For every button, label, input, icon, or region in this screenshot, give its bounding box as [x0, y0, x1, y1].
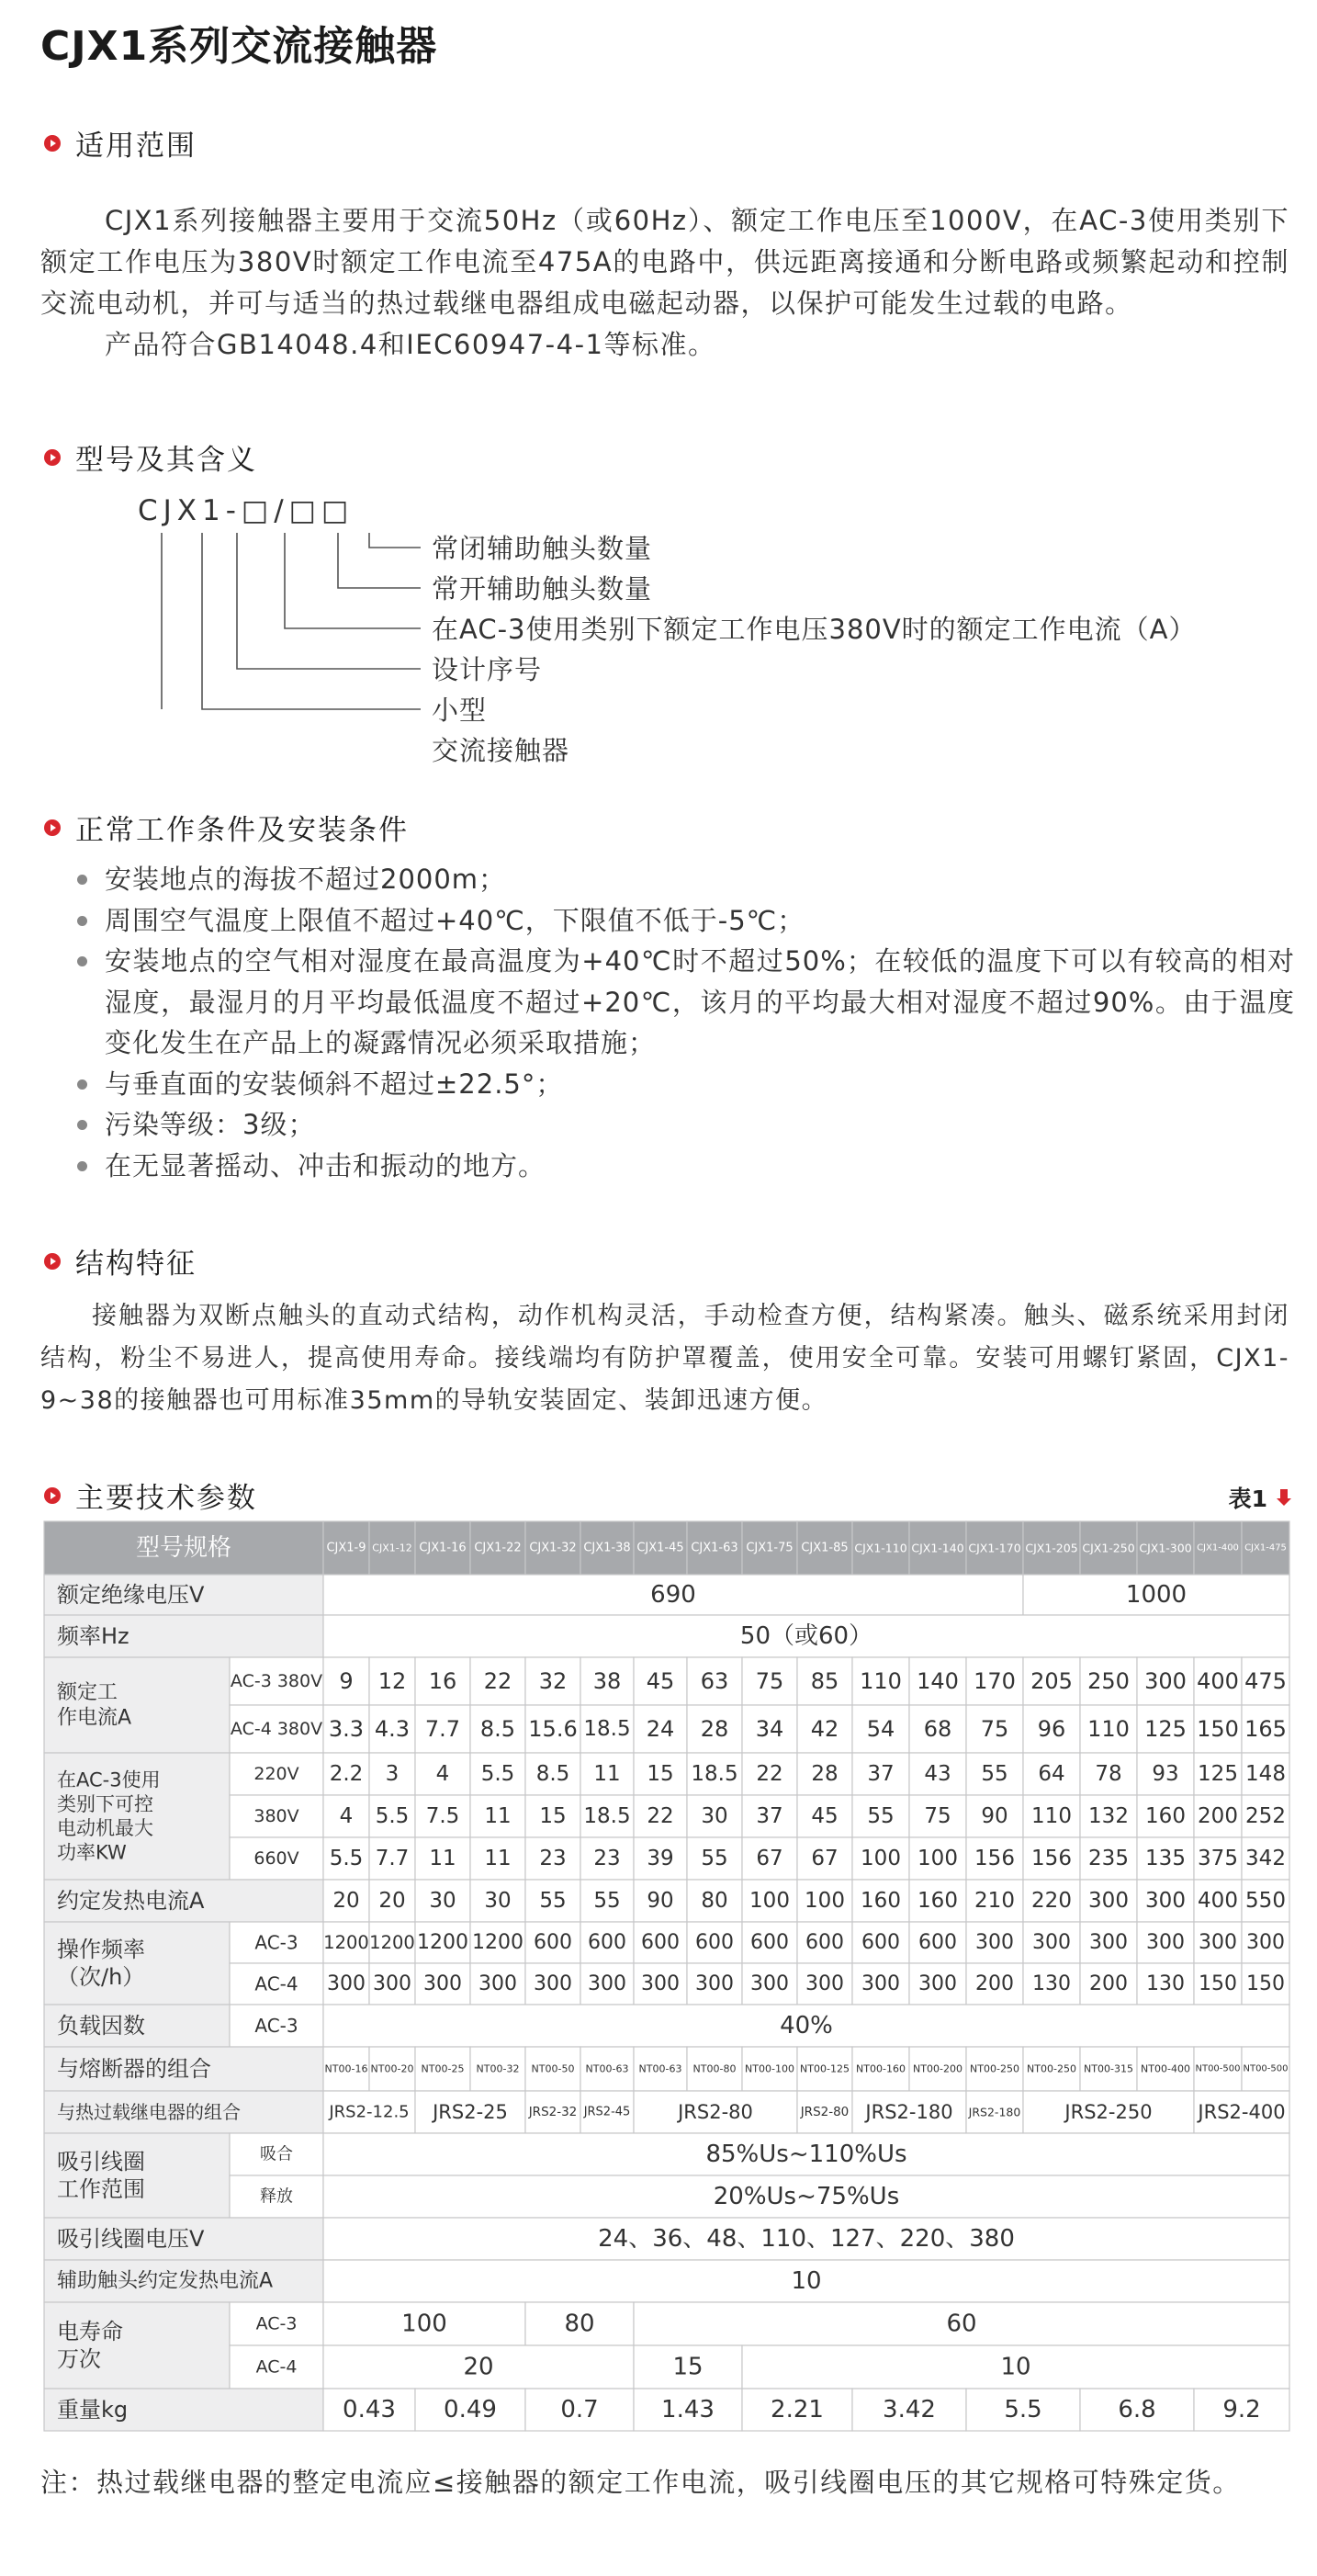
op-frequency-value: 300 [373, 1972, 411, 1995]
power-value: 37 [756, 1804, 783, 1828]
power-value: 7.5 [425, 1804, 460, 1828]
power-value: 55 [981, 1762, 1008, 1786]
section-title: 结构特征 [75, 1248, 197, 1281]
thermal-current-value: 20 [332, 1889, 360, 1913]
table-header-label: 型号规格 [135, 1534, 232, 1562]
fuse-value: NT00-315 [1084, 2062, 1133, 2075]
current-value: 28 [700, 1716, 729, 1742]
fuse-value: NT00-160 [856, 2062, 906, 2075]
model-header: CJX1-38 [583, 1541, 631, 1555]
row-sub-label: AC-4 380V [230, 1719, 323, 1739]
power-value: 55 [867, 1804, 895, 1828]
fuse-value: NT00-500 [1195, 2063, 1241, 2074]
insulation-value: 690 [650, 1581, 696, 1609]
thermal-current-value: 100 [749, 1889, 790, 1913]
load-factor-value: 40% [780, 2012, 833, 2039]
current-value: 8.5 [479, 1716, 516, 1742]
weight-value: 1.43 [661, 2396, 715, 2423]
thermal-current-value: 300 [1145, 1889, 1186, 1913]
current-value: 54 [866, 1716, 895, 1742]
current-value: 12 [377, 1668, 407, 1694]
section-title: 型号及其含义 [75, 444, 257, 477]
condition-item: 安装地点的海拔不超过2000m； [73, 859, 1295, 900]
model-header: CJX1-250 [1082, 1541, 1135, 1555]
current-value: 75 [980, 1716, 1009, 1742]
fuse-value: NT00-20 [370, 2062, 414, 2075]
power-value: 156 [974, 1847, 1015, 1870]
row-sub-label: AC-3 [255, 2313, 298, 2334]
life-value: 15 [672, 2353, 704, 2381]
scope-paragraph: CJX1系列接触器主要用于交流50Hz（或60Hz）、额定工作电压至1000V，在AC-3使用类别下额定工作电压为380V时额定工作电流至475A的电路中，供远距离接通和分断电路或频繁起动和控制交流电动机，并可与适当的热过载继电器组成电磁起动器，以保护可能发生过载的电路。 [40, 205, 1289, 319]
thermal-current-value: 100 [805, 1889, 845, 1913]
power-value: 37 [867, 1762, 895, 1786]
power-value: 8.5 [535, 1762, 570, 1786]
insulation-value: 1000 [1125, 1581, 1188, 1609]
row-label: 与热过载继电器的组合 [57, 2101, 241, 2123]
op-frequency-value: 130 [1032, 1972, 1071, 1995]
power-value: 15 [539, 1804, 567, 1828]
row-label: 辅助触头约定发热电流A [57, 2269, 274, 2293]
power-value: 90 [981, 1804, 1008, 1828]
row-label: （次/h） [57, 1964, 145, 1990]
op-frequency-value: 300 [975, 1931, 1014, 1954]
relay-value: JRS2-80 [800, 2105, 850, 2119]
power-value: 11 [593, 1762, 621, 1786]
row-sub-label: 660V [253, 1848, 299, 1869]
condition-item: 与垂直面的安装倾斜不超过±22.5°； [73, 1064, 1295, 1105]
op-frequency-value: 300 [1146, 1931, 1185, 1954]
op-frequency-value: 200 [975, 1972, 1014, 1995]
thermal-current-value: 210 [974, 1889, 1015, 1913]
power-value: 93 [1152, 1762, 1179, 1786]
power-value: 2.2 [329, 1762, 364, 1786]
current-value: 32 [538, 1668, 568, 1694]
row-label: 与熔断器的组合 [57, 2056, 211, 2082]
model-header: CJX1-85 [801, 1541, 849, 1555]
op-frequency-value: 600 [534, 1931, 572, 1954]
power-value: 135 [1145, 1847, 1186, 1870]
row-label: 频率Hz [57, 1623, 129, 1649]
current-value: 4.3 [374, 1716, 411, 1742]
op-frequency-value: 600 [695, 1931, 734, 1954]
current-value: 24 [646, 1716, 675, 1742]
op-frequency-value: 300 [588, 1972, 626, 1995]
thermal-current-value: 30 [484, 1889, 512, 1913]
fuse-value: NT00-50 [531, 2062, 575, 2075]
op-frequency-value: 600 [918, 1931, 957, 1954]
op-frequency-value: 600 [750, 1931, 789, 1954]
model-header: CJX1-75 [746, 1541, 794, 1555]
current-value: 205 [1030, 1668, 1073, 1694]
row-sub-label: 220V [253, 1764, 299, 1784]
power-value: 3 [385, 1762, 400, 1786]
condition-item: 污染等级：3级； [73, 1104, 1295, 1146]
power-value: 39 [647, 1847, 674, 1870]
relay-value: JRS2-12.5 [329, 2102, 410, 2122]
fuse-value: NT00-250 [970, 2062, 1019, 2075]
row-sub-label: 释放 [260, 2186, 293, 2207]
model-header: CJX1-400 [1197, 1542, 1239, 1554]
relay-value: JRS2-250 [1064, 2101, 1153, 2123]
power-value: 15 [647, 1762, 674, 1786]
weight-value: 6.8 [1118, 2396, 1156, 2423]
op-frequency-value: 300 [641, 1972, 680, 1995]
power-value: 110 [1031, 1804, 1072, 1828]
row-label: 操作频率 [57, 1937, 145, 1962]
power-value: 67 [756, 1847, 783, 1870]
fuse-value: NT00-16 [324, 2062, 368, 2075]
power-value: 18.5 [691, 1762, 738, 1786]
relay-value: JRS2-45 [583, 2105, 631, 2119]
table-label-text: 表1 [1228, 1486, 1267, 1512]
model-header: CJX1-475 [1244, 1542, 1287, 1554]
row-label: 额定工 [57, 1680, 118, 1704]
life-value: 10 [1000, 2353, 1031, 2381]
model-header: CJX1-12 [372, 1542, 412, 1554]
current-value: 150 [1197, 1716, 1239, 1742]
thermal-current-value: 160 [861, 1889, 901, 1913]
op-frequency-value: 300 [695, 1972, 734, 1995]
thermal-current-value: 90 [647, 1889, 674, 1913]
model-header: CJX1-110 [854, 1541, 907, 1555]
model-meaning-item: 设计序号 [432, 654, 543, 685]
row-sub-label: AC-3 [254, 1931, 298, 1954]
power-value: 23 [593, 1847, 621, 1870]
op-frequency-value: 600 [588, 1931, 626, 1954]
fuse-value: NT00-200 [913, 2062, 962, 2075]
op-frequency-value: 300 [423, 1972, 462, 1995]
fuse-value: NT00-250 [1027, 2062, 1076, 2075]
fuse-value: NT00-63 [638, 2062, 682, 2075]
power-value: 5.5 [480, 1762, 515, 1786]
fuse-value: NT00-80 [692, 2062, 737, 2075]
model-header: CJX1-140 [911, 1541, 964, 1555]
power-value: 156 [1031, 1847, 1072, 1870]
life-value: 100 [401, 2310, 447, 2338]
current-value: 400 [1197, 1668, 1239, 1694]
power-value: 100 [861, 1847, 901, 1870]
weight-value: 0.49 [444, 2396, 497, 2423]
model-header: CJX1-205 [1025, 1541, 1078, 1555]
power-value: 252 [1245, 1804, 1286, 1828]
weight-value: 0.7 [560, 2396, 599, 2423]
row-label: 约定发热电流A [57, 1888, 205, 1914]
row-label-cell [44, 2302, 230, 2389]
op-frequency-value: 1200 [323, 1932, 369, 1953]
fuse-value: NT00-32 [476, 2062, 520, 2075]
section-title: 正常工作条件及安装条件 [75, 814, 409, 847]
power-value: 148 [1245, 1762, 1286, 1786]
model-header: CJX1-63 [691, 1541, 738, 1555]
thermal-current-value: 400 [1198, 1889, 1238, 1913]
current-value: 7.7 [424, 1716, 461, 1742]
current-value: 68 [923, 1716, 952, 1742]
power-value: 22 [756, 1762, 783, 1786]
current-value: 22 [483, 1668, 512, 1694]
fuse-value: NT00-500 [1243, 2063, 1289, 2074]
current-value: 18.5 [583, 1717, 631, 1741]
row-label: 功率KW [57, 1841, 127, 1864]
row-sub-label: AC-4 [255, 2356, 298, 2378]
row-sub-label: 380V [253, 1806, 299, 1826]
power-value: 235 [1088, 1847, 1129, 1870]
row-label: 电动机最大 [57, 1817, 153, 1840]
current-value: 45 [646, 1668, 675, 1694]
row-label-cell [44, 1922, 230, 2005]
op-frequency-value: 300 [1089, 1931, 1128, 1954]
model-meaning-item: 交流接触器 [432, 735, 570, 766]
power-value: 75 [924, 1804, 951, 1828]
model-meaning-item: 小型 [432, 695, 488, 726]
current-value: 34 [755, 1716, 784, 1742]
row-sub-label: 吸合 [260, 2144, 293, 2164]
power-value: 5.5 [375, 1804, 410, 1828]
op-frequency-value: 300 [918, 1972, 957, 1995]
relay-value: JRS2-25 [433, 2101, 508, 2123]
power-value: 43 [924, 1762, 951, 1786]
current-value: 16 [428, 1668, 457, 1694]
coil-range-value: 85%Us~110%Us [705, 2141, 907, 2168]
op-frequency-value: 300 [327, 1972, 366, 1995]
relay-value: JRS2-32 [528, 2105, 578, 2119]
power-value: 18.5 [583, 1804, 631, 1828]
current-value: 140 [917, 1668, 959, 1694]
relay-value: JRS2-180 [968, 2105, 1021, 2119]
op-frequency-value: 150 [1199, 1972, 1237, 1995]
current-value: 110 [1087, 1716, 1130, 1742]
row-label: 重量kg [57, 2397, 129, 2423]
model-header: CJX1-32 [529, 1541, 577, 1555]
power-value: 30 [701, 1804, 728, 1828]
row-label-cell [44, 1657, 230, 1753]
fuse-value: NT00-400 [1141, 2062, 1190, 2075]
current-value: 300 [1144, 1668, 1187, 1694]
power-value: 23 [539, 1847, 567, 1870]
current-value: 42 [810, 1716, 839, 1742]
row-label: 万次 [57, 2346, 101, 2372]
life-value: 60 [946, 2310, 977, 2338]
power-value: 67 [811, 1847, 839, 1870]
model-header: CJX1-16 [419, 1541, 467, 1555]
current-value: 38 [592, 1668, 622, 1694]
aux-current-value: 10 [791, 2267, 822, 2295]
model-code: CJX1-□/□□ [138, 494, 355, 527]
row-label: 电寿命 [57, 2319, 123, 2344]
relay-value: JRS2-400 [1198, 2101, 1286, 2123]
current-value: 170 [974, 1668, 1016, 1694]
life-value: 20 [463, 2353, 494, 2381]
fuse-value: NT00-100 [745, 2062, 794, 2075]
power-value: 11 [484, 1804, 512, 1828]
thermal-current-value: 80 [701, 1889, 728, 1913]
model-header: CJX1-9 [326, 1541, 366, 1555]
power-value: 4 [435, 1762, 450, 1786]
weight-value: 2.21 [771, 2396, 824, 2423]
op-frequency-value: 130 [1146, 1972, 1185, 1995]
fuse-value: NT00-125 [800, 2062, 850, 2075]
fuse-value: NT00-63 [585, 2062, 629, 2075]
op-frequency-value: 300 [478, 1972, 517, 1995]
op-frequency-value: 300 [805, 1972, 844, 1995]
weight-value: 3.42 [883, 2396, 936, 2423]
fuse-value: NT00-25 [421, 2062, 465, 2075]
row-label: 吸引线圈电压V [57, 2226, 205, 2252]
current-value: 9 [339, 1668, 354, 1694]
power-value: 4 [339, 1804, 354, 1828]
row-sub-label: AC-3 380V [230, 1671, 323, 1691]
row-sub-label: AC-4 [254, 1972, 298, 1995]
thermal-current-value: 300 [1088, 1889, 1129, 1913]
coil-voltage-value: 24、36、48、110、127、220、380 [598, 2225, 1015, 2253]
op-frequency-value: 300 [534, 1972, 572, 1995]
row-label: 额定绝缘电压V [57, 1582, 205, 1608]
current-value: 125 [1144, 1716, 1187, 1742]
section-title: 主要技术参数 [75, 1482, 257, 1515]
row-label: 在AC-3使用 [57, 1768, 161, 1791]
current-value: 63 [700, 1668, 729, 1694]
power-value: 375 [1198, 1847, 1238, 1870]
current-value: 250 [1087, 1668, 1130, 1694]
op-frequency-value: 300 [1246, 1931, 1285, 1954]
thermal-current-value: 55 [539, 1889, 567, 1913]
power-value: 64 [1038, 1762, 1065, 1786]
power-value: 22 [647, 1804, 674, 1828]
op-frequency-value: 600 [805, 1931, 844, 1954]
power-value: 45 [811, 1804, 839, 1828]
thermal-current-value: 220 [1031, 1889, 1072, 1913]
op-frequency-value: 150 [1246, 1972, 1285, 1995]
op-frequency-value: 300 [861, 1972, 900, 1995]
relay-value: JRS2-180 [865, 2101, 953, 2123]
structure-paragraph: 接触器为双断点触头的直动式结构，动作机构灵活，手动检查方便，结构紧凑。触头、磁系统采用封闭结构，粉尘不易进人，提高使用寿命。接线端均有防护罩覆盖，使用安全可靠。安装可用螺钉紧固，CJX1-9~38的接触器也可用标准35mm的导轨安装固定、装卸迅速方便。 [40, 1302, 1289, 1415]
power-value: 11 [429, 1847, 456, 1870]
current-value: 75 [755, 1668, 784, 1694]
weight-value: 5.5 [1004, 2396, 1042, 2423]
row-label: 类别下可控 [57, 1792, 153, 1815]
op-frequency-value: 600 [641, 1931, 680, 1954]
op-frequency-value: 1200 [369, 1932, 415, 1953]
op-frequency-value: 1200 [417, 1931, 468, 1954]
page-title: CJX1系列交流接触器 [40, 23, 438, 70]
current-value: 475 [1244, 1668, 1287, 1694]
relay-value: JRS2-80 [678, 2101, 753, 2123]
current-value: 110 [860, 1668, 902, 1694]
row-label: 负载因数 [57, 2013, 145, 2039]
power-value: 28 [811, 1762, 839, 1786]
power-value: 125 [1198, 1762, 1238, 1786]
model-header: CJX1-45 [636, 1541, 684, 1555]
power-value: 5.5 [329, 1847, 364, 1870]
condition-item: 在无显著摇动、冲击和振动的地方。 [73, 1146, 1295, 1187]
op-frequency-value: 200 [1089, 1972, 1128, 1995]
current-value: 96 [1037, 1716, 1066, 1742]
thermal-current-value: 20 [378, 1889, 406, 1913]
current-value: 15.6 [528, 1716, 578, 1742]
power-value: 55 [701, 1847, 728, 1870]
condition-item: 周围空气温度上限值不超过+40℃，下限值不低于-5℃； [73, 900, 1295, 942]
thermal-current-value: 550 [1245, 1889, 1286, 1913]
model-header: CJX1-170 [968, 1541, 1021, 1555]
op-frequency-value: 600 [861, 1931, 900, 1954]
power-value: 100 [917, 1847, 958, 1870]
thermal-current-value: 30 [429, 1889, 456, 1913]
op-frequency-value: 300 [1199, 1931, 1237, 1954]
life-value: 80 [564, 2310, 595, 2338]
power-value: 160 [1145, 1804, 1186, 1828]
current-value: 85 [810, 1668, 839, 1694]
coil-range-value: 20%Us~75%Us [713, 2183, 900, 2210]
weight-value: 9.2 [1222, 2396, 1261, 2423]
model-meaning-item: 常闭辅助触头数量 [432, 533, 653, 564]
model-header: CJX1-22 [474, 1541, 522, 1555]
power-value: 78 [1095, 1762, 1122, 1786]
power-value: 132 [1088, 1804, 1129, 1828]
row-label: 工作范围 [57, 2176, 145, 2202]
op-frequency-value: 1200 [472, 1931, 523, 1954]
power-value: 342 [1245, 1847, 1286, 1870]
power-value: 200 [1198, 1804, 1238, 1828]
row-sub-label: AC-3 [254, 2015, 298, 2037]
frequency-value: 50（或60） [739, 1622, 873, 1650]
weight-value: 0.43 [343, 2396, 396, 2423]
current-value: 165 [1244, 1716, 1287, 1742]
condition-item: 安装地点的空气相对湿度在最高温度为+40℃时不超过50%；在较低的温度下可以有较高的相对湿度，最湿月的月平均最低温度不超过+20℃，该月的平均最大相对湿度不超过90%。由于温度变化发生在产品上的凝露情况必须采取措施； [73, 941, 1295, 1064]
row-label-cell [44, 2133, 230, 2218]
model-header: CJX1-300 [1139, 1541, 1192, 1555]
row-label: 吸引线圈 [57, 2149, 145, 2175]
op-frequency-value: 300 [750, 1972, 789, 1995]
current-value: 3.3 [328, 1716, 365, 1742]
power-value: 11 [484, 1847, 512, 1870]
thermal-current-value: 55 [593, 1889, 621, 1913]
model-meaning-item: 在AC-3使用类别下额定工作电压380V时的额定工作电流（A） [432, 614, 1197, 645]
thermal-current-value: 160 [917, 1889, 958, 1913]
power-value: 7.7 [375, 1847, 410, 1870]
op-frequency-value: 300 [1032, 1931, 1071, 1954]
model-meaning-item: 常开辅助触头数量 [432, 573, 653, 604]
scope-standard: 产品符合GB14048.4和IEC60947-4-1等标准。 [105, 329, 716, 360]
section-title: 适用范围 [75, 130, 197, 163]
footnote: 注：热过载继电器的整定电流应≤接触器的额定工作电流，吸引线圈电压的其它规格可特殊定货。 [40, 2467, 1241, 2498]
row-label: 作电流A [57, 1706, 132, 1730]
